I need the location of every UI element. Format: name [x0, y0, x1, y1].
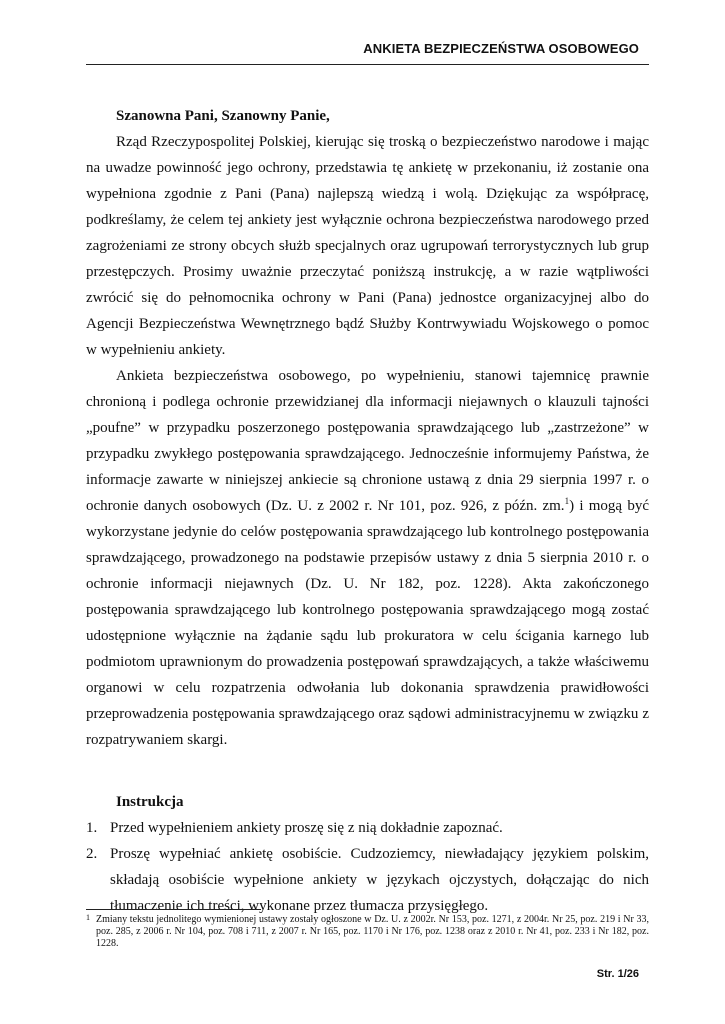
instructions-heading: Instrukcja: [116, 794, 184, 810]
footnote-mark: 1: [86, 913, 90, 922]
instruction-number: 2.: [86, 846, 98, 862]
footnote-reference: 1: [564, 496, 570, 506]
footnote-text: Zmiany tekstu jednolitego wymienionej ustawy zostały ogłoszone w Dz. U. z 2002r. Nr 153, poz. 1271, z 2004r. Nr 25, poz. 219 i Nr 33, poz. 285, z 2006 r. Nr 104, poz. 708 i 711, z 2007 r. Nr 165, poz. 1170 i Nr 176, poz. 1238 oraz z 2010 r. Nr 41, poz. 233 i Nr 182, poz. 1228.: [96, 914, 649, 949]
instructions-list: [86, 815, 649, 919]
header-divider: [86, 64, 649, 65]
footnote: [86, 914, 649, 950]
intro-paragraph-1: Rząd Rzeczypospolitej Polskiej, kierując się troską o bezpieczeństwo narodowe i mając na uwadze powinność jego ochrony, przedstawia tę ankietę w przekonaniu, iż zostanie ona wypełniona zgodnie z Pani (Pana) najlepszą wiedzą i wolą. Dziękując za współpracę, podkreślamy, że celem tej ankiety jest wyłącznie ochrona bezpieczeństwa narodowego przed zagrożeniami ze strony obcych służb specjalnych oraz ugrupowań terrorystycznych lub grup przestępczych. Prosimy uważnie przeczytać poniższą instrukcję, a w razie wątpliwości zwrócić się do pełnomocnika ochrony w Pani (Pana) jednostce organizacyjnej albo do Agencji Bezpieczeństwa Wewnętrznego bądź Służby Kontrwywiadu Wojskowego o pomoc w wypełnieniu ankiety.: [86, 134, 649, 358]
document-body: [86, 103, 649, 919]
instruction-item: [86, 815, 649, 841]
instruction-text: Proszę wypełniać ankietę osobiście. Cudzoziemcy, niewładający językiem polskim, składają osobiście wypełnione ankiety w językach ojczystych, dołączając do nich tłumaczenie ich treści, wykonane przez tłumacza przysięgłego.: [110, 846, 649, 914]
intro-paragraph-2-part-2: ) i mogą być wykorzystane jedynie do celów postępowania sprawdzającego lub kontrolnego postępowania sprawdzającego, prowadzonego na podstawie przepisów ustawy z dnia 5 sierpnia 2010 r. o ochronie informacji niejawnych (Dz. U. Nr 182, poz. 1228). Akta zakończonego postępowania sprawdzającego lub kontrolnego postępowania sprawdzającego mogą zostać udostępnione wyłącznie na żądanie sądu lub prokuratora w celu ścigania karnego lub podmiotom uprawnionym do prowadzenia postępowań sprawdzających, a także właściwemu organowi w celu rozpatrzenia odwołania lub dokonania sprawdzenia prawidłowości przeprowadzenia postępowania sprawdzającego oraz sądowi administracyjnemu w związku z rozpatrywaniem skargi.: [86, 498, 649, 748]
page-number: Str. 1/26: [596, 968, 639, 980]
intro-paragraph-2-part-1: Ankieta bezpieczeństwa osobowego, po wypełnieniu, stanowi tajemnicę prawnie chronioną i podlega ochronie przewidzianej dla informacji niejawnych o klauzuli tajności „poufne” w przypadku poszerzonego postępowania sprawdzającego lub „zastrzeżone” w przypadku zwykłego postępowania sprawdzającego. Jednocześnie informujemy Państwa, że informacje zawarte w niniejszej ankiecie są chronione ustawą z dnia 29 sierpnia 1997 r. o ochronie danych osobowych (Dz. U. z 2002 r. Nr 101, poz. 926, z późn. zm.: [86, 368, 649, 514]
header-title: ANKIETA BEZPIECZEŃSTWA OSOBOWEGO: [363, 41, 639, 56]
greeting: Szanowna Pani, Szanowny Panie,: [116, 108, 330, 124]
footnote-divider: [86, 909, 261, 910]
instruction-number: 1.: [86, 820, 98, 836]
instruction-text: Przed wypełnieniem ankiety proszę się z nią dokładnie zapoznać.: [110, 820, 503, 836]
intro-paragraph-2: [86, 363, 649, 753]
instruction-item: [86, 841, 649, 919]
